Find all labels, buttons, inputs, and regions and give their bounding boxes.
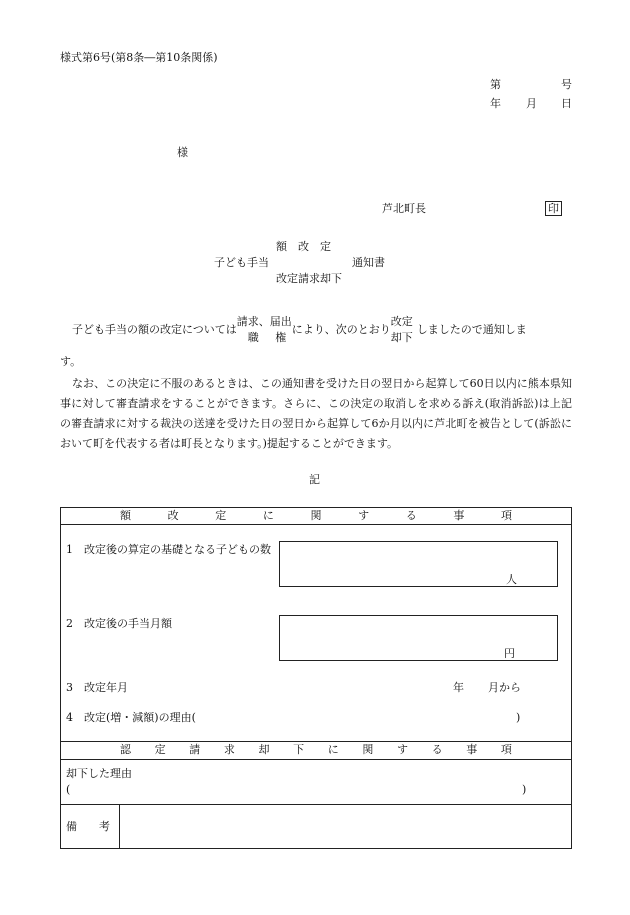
seal-mark: 印 xyxy=(545,201,562,216)
section-2-title-char: す xyxy=(397,743,408,756)
section-2-title-char: 却 xyxy=(258,743,270,756)
section-1-title-char: 関 xyxy=(310,509,322,522)
section-1-title-char: に xyxy=(262,509,274,522)
remarks-label: 備 考 xyxy=(66,820,110,833)
date-day: 日 xyxy=(561,97,572,110)
remarks-field[interactable] xyxy=(120,805,571,848)
title-left: 子ども手当 xyxy=(214,256,269,269)
section-1-title-char: 額 xyxy=(120,509,131,522)
paragraph-2: なお、この決定に不服のあるときは、この通知書を受けた日の翌日から起算して60日以内に熊本県知事に対して審査請求をすることができます。さらに、この決定の取消しを求める訴え(取消訴訟)は上記の審査請求に対する裁決の送達を受けた日の翌日から起算して6か月以内に芦北町を被告として(訴訟において町を代表する者は町長となります。)提起することができます。 xyxy=(60,377,572,450)
section-1-title-char: 定 xyxy=(215,509,227,522)
section-1-title-char: 改 xyxy=(167,509,179,522)
title-bottom: 改定請求却下 xyxy=(276,272,342,285)
section-2-title-char: 請 xyxy=(189,743,201,756)
item-4-label: 4 改定(増・減額)の理由( xyxy=(66,711,196,724)
title-top: 額 改 定 xyxy=(276,240,331,253)
p1-stack-3-top: 改定 xyxy=(390,315,413,328)
table-divider-1 xyxy=(60,524,572,525)
p1-stack-1 xyxy=(237,314,270,346)
p1-stack-3-bottom: 却下 xyxy=(390,331,413,344)
table-divider-3 xyxy=(60,759,572,760)
section-2-title-char: 求 xyxy=(223,743,235,756)
item-1-label: 1 改定後の算定の基礎となる子どもの数 xyxy=(66,543,271,556)
section-2-title-char: 関 xyxy=(362,743,374,756)
monthly-amount-field[interactable] xyxy=(279,615,558,661)
item-3-label: 3 改定年月 xyxy=(66,681,128,694)
item-3-month: 月から xyxy=(488,681,521,694)
section-1-title-char: る xyxy=(405,509,417,522)
addressee-honorific: 様 xyxy=(177,146,188,159)
p1-text-a: 子ども手当の額の改定については xyxy=(72,323,237,336)
item-1-unit: 人 xyxy=(506,573,517,586)
date-month: 月 xyxy=(526,97,537,110)
item-3-year: 年 xyxy=(453,681,464,694)
section-1-title xyxy=(120,509,512,523)
number-go: 号 xyxy=(561,78,572,91)
p1-stack-3 xyxy=(391,314,413,346)
p1-stack-2 xyxy=(270,314,292,346)
p1-stack-2-bottom: 権 xyxy=(275,331,287,344)
title-right: 通知書 xyxy=(352,256,385,269)
section-2-title xyxy=(120,743,512,757)
reject-reason-label: 却下した理由 xyxy=(66,767,132,780)
p1-text-b: により、次のとおり xyxy=(291,323,391,336)
section-2-title-char: 認 xyxy=(120,743,131,756)
section-2-title-char: 下 xyxy=(293,743,305,756)
item-2-unit: 円 xyxy=(504,647,515,660)
sender-title: 芦北町長 xyxy=(382,202,426,215)
p1-stack-2-top: 届出 xyxy=(269,315,292,328)
date-year: 年 xyxy=(490,97,501,110)
table-divider-2 xyxy=(60,741,572,742)
section-1-title-char: 事 xyxy=(453,509,465,522)
p1-stack-1-top: 請求、 xyxy=(236,315,270,328)
item-2-label: 2 改定後の手当月額 xyxy=(66,617,172,630)
p1-text-c: しましたので通知しま xyxy=(416,323,527,336)
section-2-title-char: に xyxy=(327,743,339,756)
section-2-title-char: る xyxy=(431,743,443,756)
section-2-title-char: 定 xyxy=(154,743,166,756)
section-2-title-char: 項 xyxy=(500,743,512,756)
p1-stack-1-bottom: 職 xyxy=(247,331,259,344)
paragraph-1-line-1 xyxy=(72,314,527,346)
form-number: 様式第6号(第8条―第10条関係) xyxy=(60,51,218,64)
item-4-close: ) xyxy=(516,711,521,724)
reject-reason-close: ) xyxy=(522,783,527,796)
ki-label: 記 xyxy=(309,473,320,486)
reject-reason-open: ( xyxy=(66,783,71,796)
section-1-title-char: 項 xyxy=(501,509,512,522)
paragraph-1-line-2: す。 xyxy=(60,355,82,368)
section-1-title-char: す xyxy=(358,509,370,522)
section-2-title-char: 事 xyxy=(466,743,478,756)
number-dai: 第 xyxy=(490,78,501,91)
